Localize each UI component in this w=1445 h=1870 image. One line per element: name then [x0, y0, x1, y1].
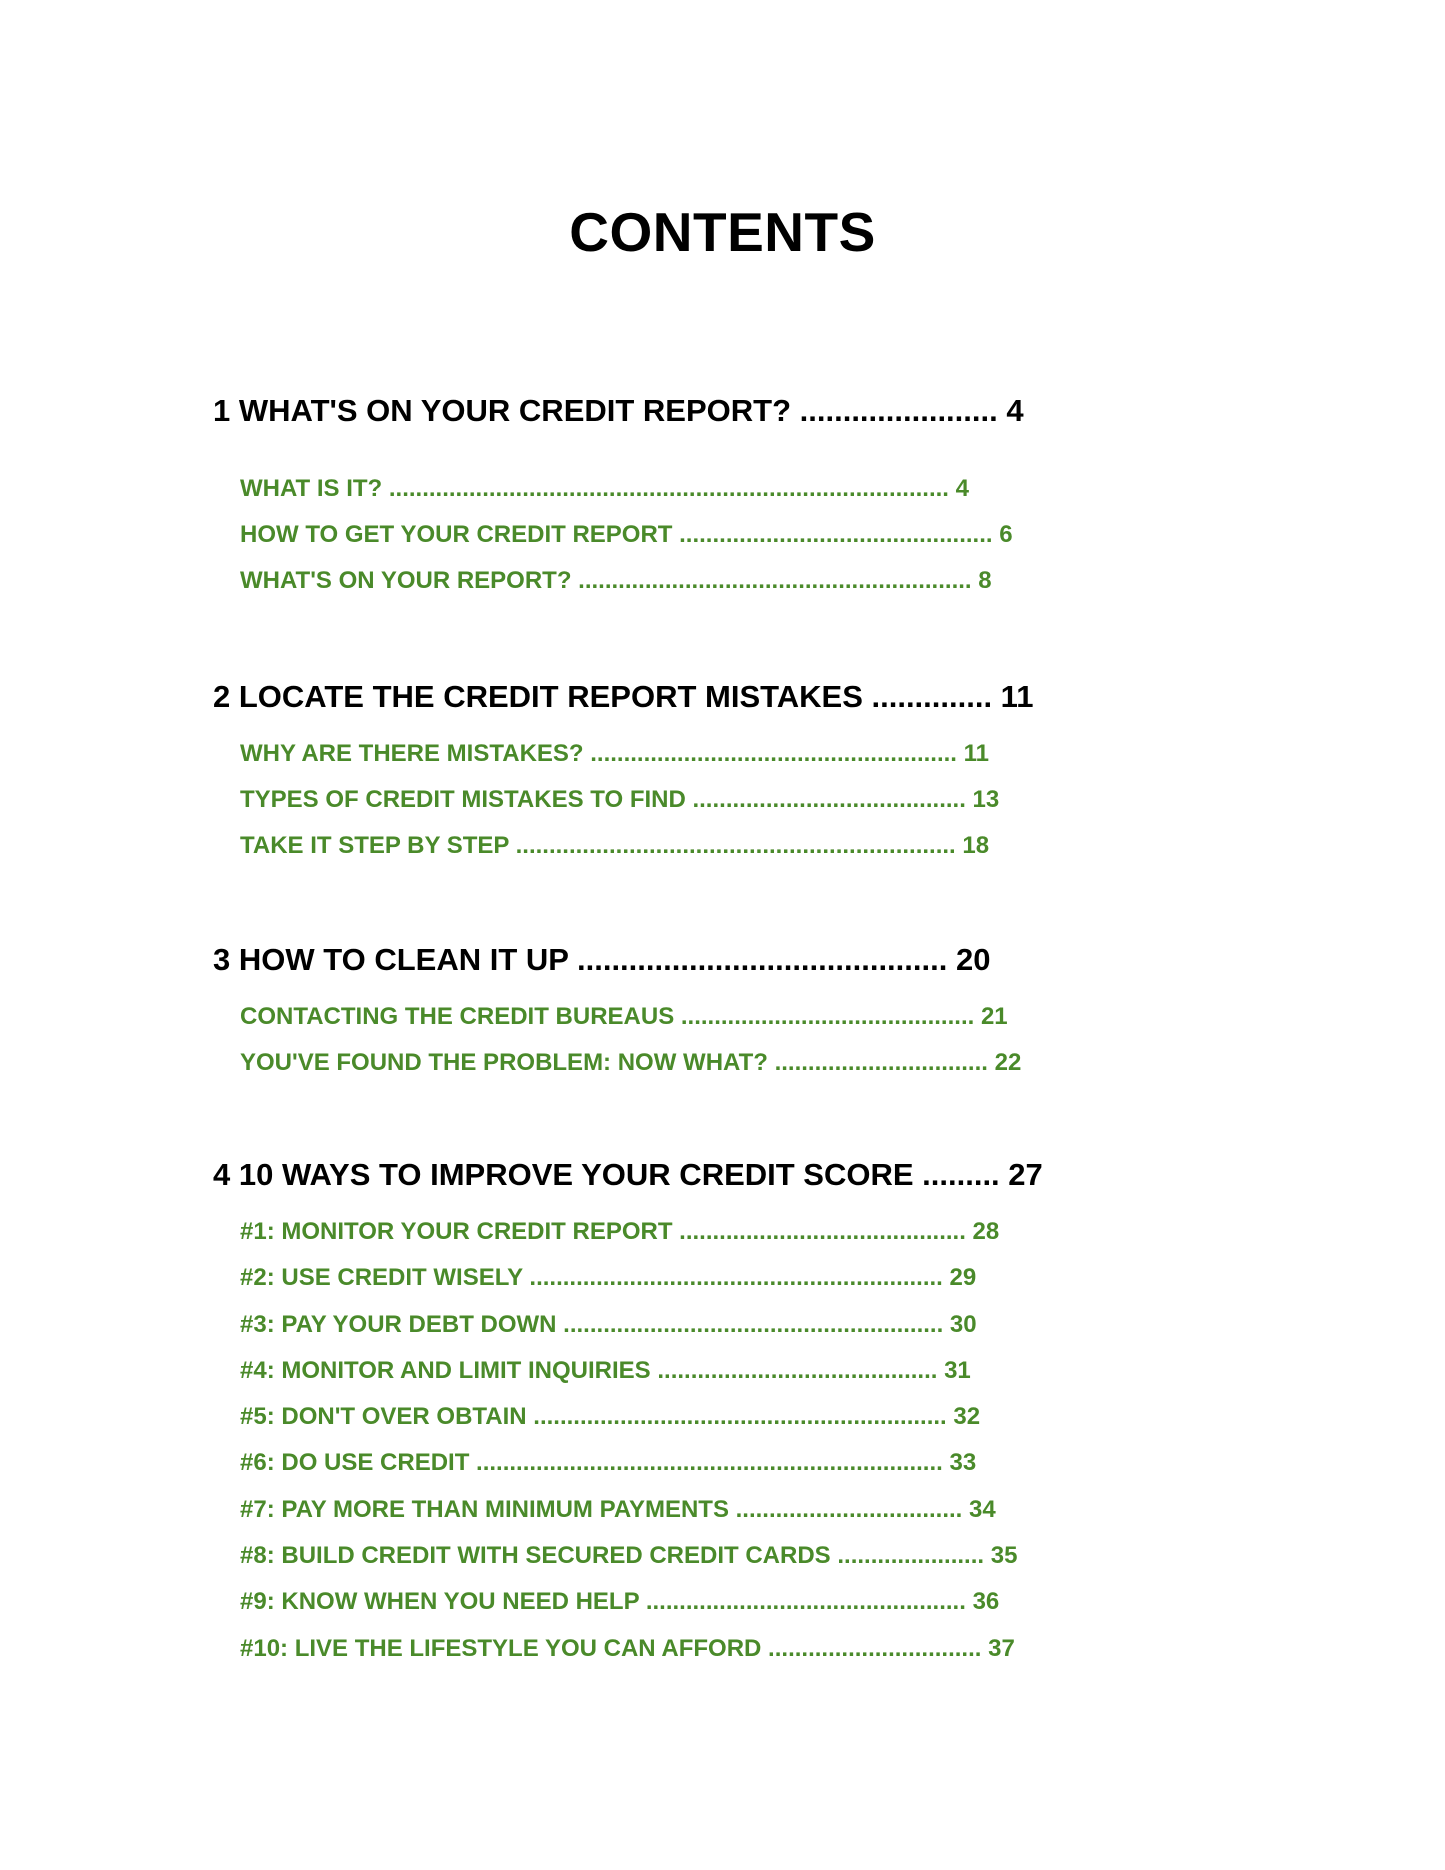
toc-chapter-3[interactable]: 3 HOW TO CLEAN IT UP ........................................... 20 [213, 942, 991, 977]
toc-section[interactable]: #6: DO USE CREDIT ...................................................................... 33 [240, 1449, 977, 1476]
toc-section[interactable]: CONTACTING THE CREDIT BUREAUS ............................................ 21 [240, 1003, 1008, 1030]
toc-section[interactable]: #2: USE CREDIT WISELY .............................................................. 29 [240, 1264, 977, 1291]
page-title: CONTENTS [569, 201, 876, 263]
toc-section[interactable]: WHAT'S ON YOUR REPORT? ........................................................... 8 [240, 567, 992, 594]
toc-section[interactable]: #4: MONITOR AND LIMIT INQUIRIES .......................................... 31 [240, 1357, 971, 1384]
toc-section[interactable]: #8: BUILD CREDIT WITH SECURED CREDIT CARDS ...................... 35 [240, 1542, 1018, 1569]
toc-section[interactable]: YOU'VE FOUND THE PROBLEM: NOW WHAT? ................................ 22 [240, 1049, 1022, 1076]
toc-section[interactable]: TYPES OF CREDIT MISTAKES TO FIND ......................................... 13 [240, 786, 1000, 813]
toc-section[interactable]: #7: PAY MORE THAN MINIMUM PAYMENTS .................................. 34 [240, 1496, 996, 1523]
toc-section[interactable]: TAKE IT STEP BY STEP .................................................................. 18 [240, 832, 990, 859]
toc-section[interactable]: #5: DON'T OVER OBTAIN .............................................................. 32 [240, 1403, 981, 1430]
toc-section[interactable]: HOW TO GET YOUR CREDIT REPORT ............................................... 6 [240, 521, 1013, 548]
toc-section[interactable]: #3: PAY YOUR DEBT DOWN ......................................................... 30 [240, 1311, 977, 1338]
toc-section[interactable]: #9: KNOW WHEN YOU NEED HELP ................................................ 36 [240, 1588, 1000, 1615]
toc-section[interactable]: WHAT IS IT? .................................................................................... 4 [240, 475, 969, 502]
toc-chapter-2[interactable]: 2 LOCATE THE CREDIT REPORT MISTAKES .............. 11 [213, 679, 1034, 714]
toc-section[interactable]: #10: LIVE THE LIFESTYLE YOU CAN AFFORD ................................ 37 [240, 1635, 1015, 1662]
toc-section[interactable]: #1: MONITOR YOUR CREDIT REPORT ........................................... 28 [240, 1218, 1000, 1245]
toc-section[interactable]: WHY ARE THERE MISTAKES? ....................................................... 11 [240, 740, 990, 767]
toc-chapter-1[interactable]: 1 WHAT'S ON YOUR CREDIT REPORT? ....................... 4 [213, 393, 1024, 428]
toc-chapter-4[interactable]: 4 10 WAYS TO IMPROVE YOUR CREDIT SCORE ......... 27 [213, 1157, 1043, 1192]
